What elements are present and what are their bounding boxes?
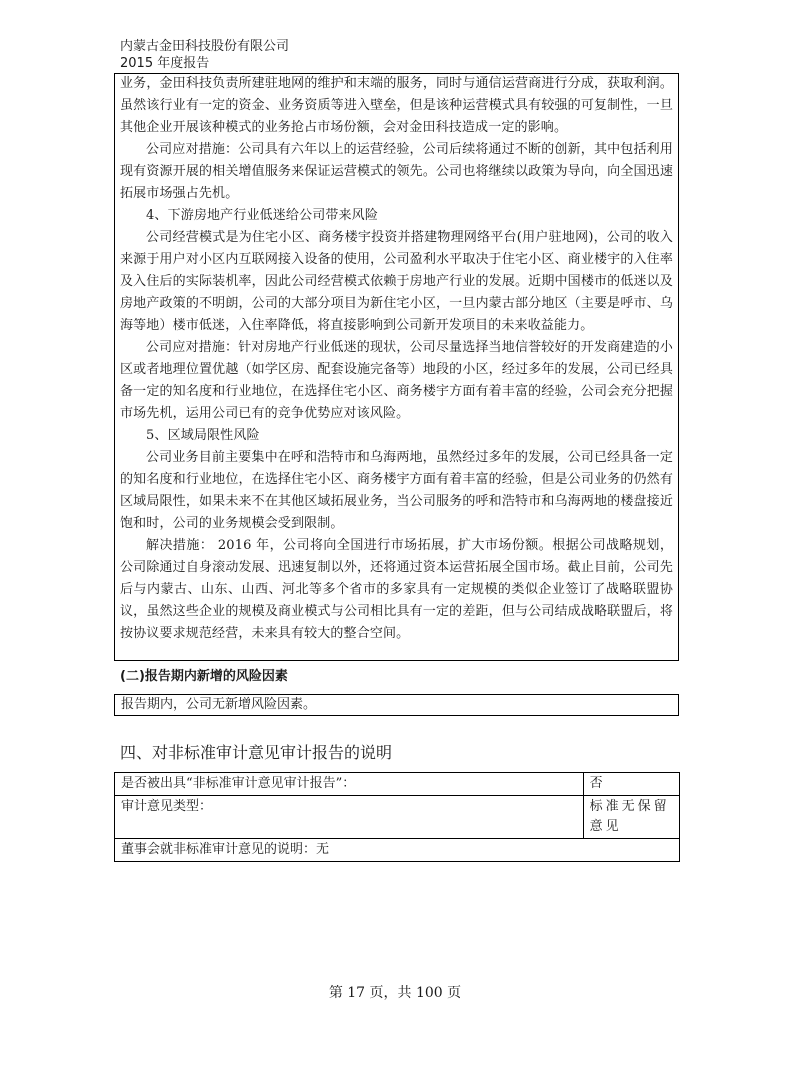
page-number: 第 17 页，共 100 页 [328,985,462,1001]
answer-cell-non-standard: 否 [583,773,679,796]
risk-paragraph: 公司应对措施：公司具有六年以上的运营经验，公司后续将通过不断的创新，其中包括利用现有资源开展的相关增值服务来保证运营模式的领先。公司也将继续以政策为导向，向全国迅速拓展市场强占先机。 [120,142,673,201]
question-cell-opinion-type: 审计意见类型： [115,796,584,839]
table-row [115,796,680,839]
audit-opinion-table [114,772,680,862]
header-company-name: 内蒙古金田科技股份有限公司 [120,39,290,54]
new-risk-text: 报告期内，公司无新增风险因素。 [121,697,317,712]
board-note-cell: 董事会就非标准审计意见的说明：无 [115,839,680,862]
risk-factors-box [114,73,679,661]
risk-paragraph: 公司业务目前主要集中在呼和浩特市和乌海两地，虽然经过多年的发展，公司已经具备一定的知名度和行业地位，在选择住宅小区、商务楼宇方面有着丰富的经验，但是公司业务的仍然有区域局限性，如果未来不在其他区域拓展业务，当公司服务的呼和浩特市和乌海两地的楼盘接近饱和时，公司的业务规模会受到限制。 [120,450,673,531]
question-cell-non-standard: 是否被出具“非标准审计意见审计报告”： [115,773,584,796]
table-row [115,773,680,796]
risk-paragraph: 公司应对措施：针对房地产行业低迷的现状，公司尽量选择当地信誉较好的开发商建造的小区或者地理位置优越（如学区房、配套设施完备等）地段的小区，经过多年的发展，公司已经具备一定的知名度和行业地位，在选择住宅小区、商务楼宇方面有着丰富的经验，公司会充分把握市场先机，运用公司已有的竞争优势应对该风险。 [120,340,673,421]
section-4-title: 四、对非标准审计意见审计报告的说明 [120,743,393,762]
risk-paragraph: 解决措施： 2016 年，公司将向全国进行市场拓展，扩大市场份额。根据公司战略规划，公司除通过自身滚动发展、迅速复制以外，还将通过资本运营拓展全国市场。截止目前，公司先后与内蒙古、山东、山西、河北等多个省市的多家具有一定规模的类似企业签订了战略联盟协议，虽然这些企业的规模及商业模式与公司相比具有一定的差距，但与公司结成战略联盟后，将按协议要求规范经营，未来具有较大的整合空间。 [120,538,673,641]
new-risk-box [114,694,679,716]
risk-paragraph: 4、下游房地产行业低迷给公司带来风险 [146,208,378,223]
risk-paragraph: 5、区域局限性风险 [146,428,260,443]
risk-paragraph: 业务，金田科技负责所建驻地网的维护和末端的服务，同时与通信运营商进行分成，获取利润。虽然该行业有一定的资金、业务资质等进入壁垒，但是该种运营模式具有较强的可复制性，一旦其他企业开展该种模式的业务抢占市场份额，会对金田科技造成一定的影响。 [120,76,673,135]
risk-paragraph: 公司经营模式是为住宅小区、商务楼宇投资并搭建物理网络平台(用户驻地网)，公司的收入来源于用户对小区内互联网接入设备的使用，公司盈利水平取决于住宅小区、商业楼宇的入住率及入住后的实际装机率，因此公司经营模式依赖于房地产行业的发展。近期中国楼市的低迷以及房地产政策的不明朗，公司的大部分项目为新住宅小区，一旦内蒙古部分地区（主要是呼市、乌海等地）楼市低迷，入住率降低，将直接影响到公司新开发项目的未来收益能力。 [120,230,673,333]
header-report-year: 2015 年度报告 [120,56,210,71]
answer-cell-opinion-type: 标准无保留意见 [583,796,679,839]
new-risk-section-title: (二)报告期内新增的风险因素 [120,669,288,684]
table-row [115,839,680,862]
